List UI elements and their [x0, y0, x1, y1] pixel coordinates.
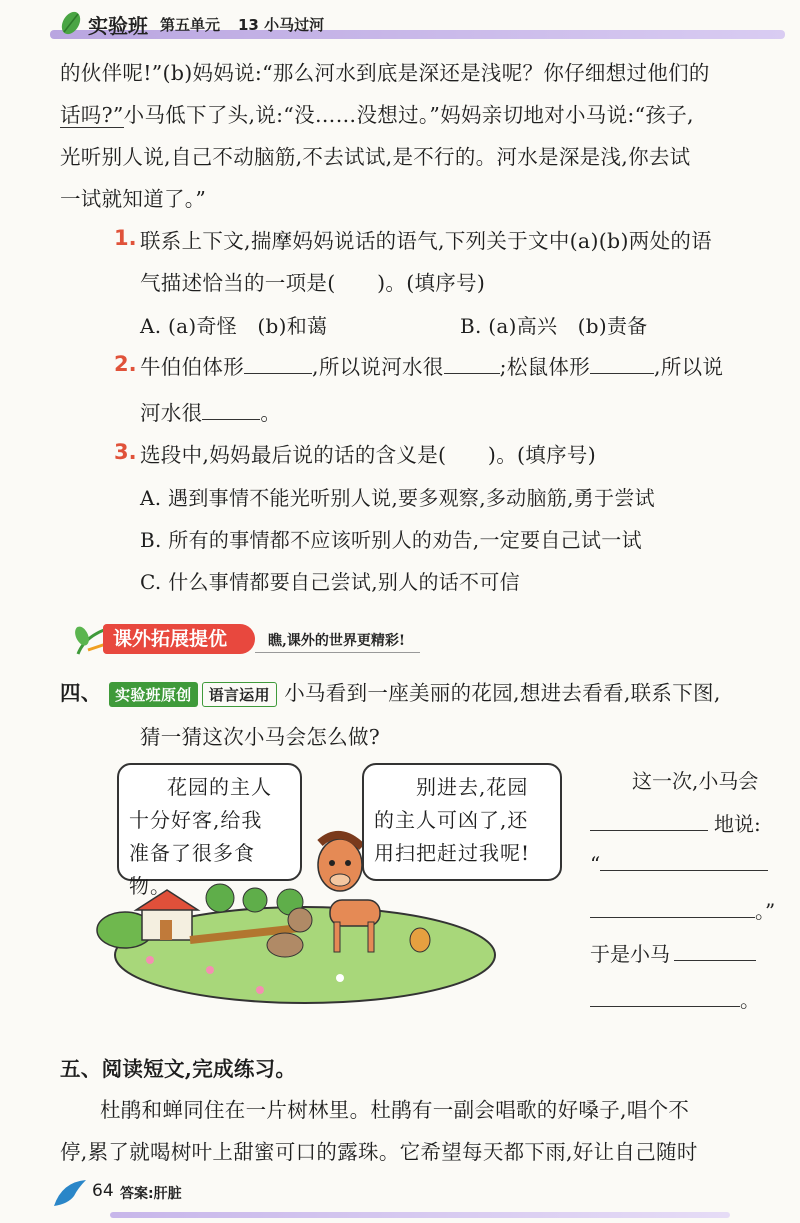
side-open-quote: “	[590, 852, 601, 876]
q2-text-6: 。	[260, 401, 282, 425]
page-number: 64	[92, 1181, 114, 1201]
q2-line-1	[140, 350, 723, 380]
side-text-5: 于是小马	[590, 942, 670, 966]
brand-title: 实验班	[88, 14, 148, 38]
language-badge: 语言运用	[202, 682, 277, 707]
bubble-left-line-1: 花园的主人	[167, 775, 272, 799]
q2-blank-4[interactable]	[202, 399, 260, 420]
q2-text-1: 牛伯伯体形	[140, 355, 244, 379]
q1-line-2: 气描述恰当的一项是( )。(填序号)	[140, 271, 486, 295]
side-text-2: 地说:	[714, 812, 761, 836]
q3-option-b: B. 所有的事情都不应该听别人的劝告,一定要自己试一试	[140, 528, 642, 552]
answer-note: 答案:肝脏	[120, 1186, 182, 1202]
q3-number: 3.	[114, 440, 137, 464]
passage-line-1: 的伙伴呢!”(b)妈妈说:“那么河水到底是深还是浅呢？你仔细想过他们的	[60, 61, 710, 85]
leaf-logo-icon	[58, 10, 84, 36]
section4-label: 四、	[60, 681, 102, 705]
passage-line-2	[60, 100, 694, 130]
q2-blank-1[interactable]	[244, 353, 312, 374]
side-line-6	[590, 984, 760, 1013]
side-close-quote: 。”	[755, 899, 776, 923]
q1-number: 1.	[114, 226, 137, 250]
passage-line-4: 一试就知道了。”	[60, 187, 207, 211]
passage-line-3: 光听别人说,自己不动脑筋,不去试试,是不行的。河水是深是浅,你去试	[60, 145, 691, 169]
bubble-right-line-3: 用扫把赶过我呢!	[374, 841, 531, 865]
section-banner	[70, 620, 430, 658]
q2-text-2: ,所以说河水很	[312, 355, 444, 379]
q1-line-1: 联系上下文,揣摩妈妈说话的语气,下列关于文中(a)(b)两处的语	[140, 229, 712, 253]
unit-label: 第五单元	[160, 16, 221, 34]
q2-number: 2.	[114, 352, 137, 376]
q2-blank-2[interactable]	[444, 353, 500, 374]
original-badge: 实验班原创	[109, 682, 198, 707]
bubble-left-line-2: 十分好客,给我	[129, 808, 263, 832]
section5-title: 五、阅读短文,完成练习。	[60, 1057, 297, 1081]
banner-title: 课外拓展提优	[103, 624, 255, 654]
bubble-right-line-2: 的主人可凶了,还	[374, 808, 529, 832]
q2-text-3: ;松鼠体形	[499, 355, 591, 379]
bubble-left-line-3: 准备了很多食物。	[129, 841, 255, 898]
side-blank-3[interactable]	[590, 897, 755, 918]
bubble-right-line-1: 别进去,花园	[416, 775, 529, 799]
q3-option-c: C. 什么事情都要自己尝试,别人的话不可信	[140, 570, 520, 594]
side-line-3	[590, 850, 768, 876]
q3-option-a: A. 遇到事情不能光听别人说,要多观察,多动脑筋,勇于尝试	[140, 486, 655, 510]
speech-bubble-right	[362, 763, 562, 881]
banner-subtitle: 瞧,课外的世界更精彩!	[268, 633, 406, 649]
dolphin-icon	[52, 1176, 90, 1210]
section4-line-2: 猜一猜这次小马会怎么做?	[140, 725, 381, 749]
speech-bubble-left	[117, 763, 302, 898]
side-line-2	[590, 808, 761, 837]
side-blank-2[interactable]	[600, 850, 768, 871]
section5-line-2: 停,累了就喝树叶上甜蜜可口的露珠。它希望每天都下雨,好让自己随时	[60, 1140, 698, 1164]
side-text-1: 这一次,小马会	[632, 769, 759, 793]
section5-line-1: 杜鹃和蝉同住在一片树林里。杜鹃有一副会唱歌的好嗓子,唱个不	[100, 1098, 690, 1122]
q3-line-1: 选段中,妈妈最后说的话的含义是( )。(填序号)	[140, 443, 597, 467]
q2-blank-3[interactable]	[590, 353, 654, 374]
side-line-4	[590, 895, 775, 924]
side-period: 。	[740, 988, 760, 1012]
side-blank-4[interactable]	[674, 940, 756, 961]
q2-text-5: 河水很	[140, 401, 203, 425]
page-header	[0, 0, 800, 52]
underlined-text: 话吗?”	[60, 103, 124, 127]
side-blank-5[interactable]	[590, 986, 740, 1007]
q1-option-a: A. (a)奇怪 (b)和蔼	[140, 314, 328, 338]
q1-option-b: B. (a)高兴 (b)责备	[460, 314, 648, 338]
side-blank-1[interactable]	[590, 810, 708, 831]
section4-line-1: 小马看到一座美丽的花园,想进去看看,联系下图,	[284, 681, 721, 705]
section4-header	[60, 676, 721, 707]
banner-underline	[255, 652, 420, 653]
q2-line-2	[140, 396, 281, 426]
footer-bar	[110, 1212, 730, 1218]
side-line-5	[590, 938, 756, 967]
q2-text-4: ,所以说	[654, 355, 724, 379]
passage-line-2-rest: 小马低下了头,说:“没……没想过。”妈妈亲切地对小马说:“孩子,	[123, 103, 694, 127]
lesson-label: 13 小马过河	[238, 16, 325, 34]
